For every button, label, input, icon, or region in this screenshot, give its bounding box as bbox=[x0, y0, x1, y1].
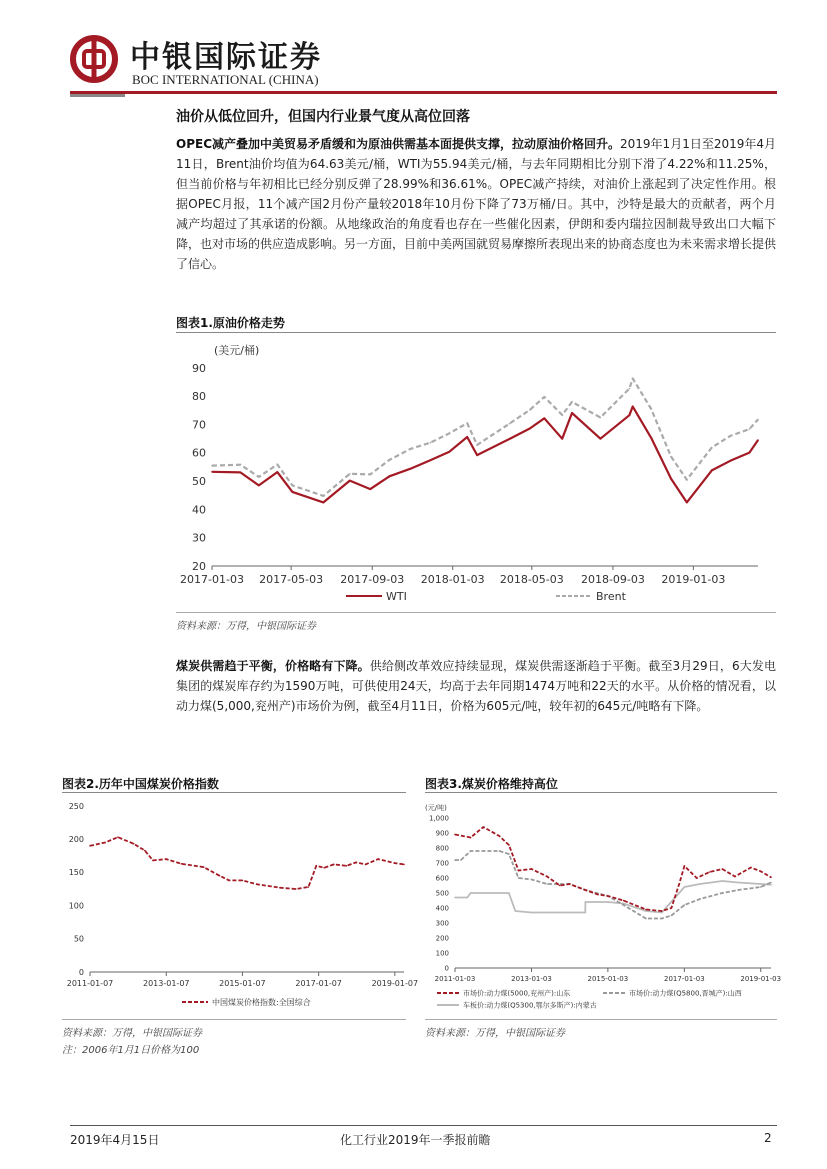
x-tick-label: 2011-01-07 bbox=[66, 979, 114, 988]
y-axis-label: (美元/桶) bbox=[214, 344, 260, 357]
data-point bbox=[454, 897, 456, 899]
data-point bbox=[295, 888, 297, 890]
brand-name-en: BOC INTERNATIONAL (CHINA) bbox=[132, 72, 319, 87]
data-point bbox=[561, 438, 563, 440]
data-point bbox=[770, 884, 772, 886]
data-point bbox=[470, 892, 472, 894]
y-tick-label: 60 bbox=[192, 446, 206, 460]
data-point bbox=[483, 826, 485, 828]
x-tick-label: 2019-01-07 bbox=[371, 979, 419, 988]
data-point bbox=[211, 465, 213, 467]
figure-1-bottom-rule bbox=[176, 612, 776, 613]
brand-name-cn: 中银国际证券 bbox=[130, 40, 322, 75]
data-point bbox=[389, 459, 391, 461]
y-tick-label: 200 bbox=[435, 934, 449, 943]
data-point bbox=[394, 862, 396, 864]
x-tick-label: 2017-01-07 bbox=[295, 979, 342, 988]
data-point bbox=[508, 853, 510, 855]
data-point bbox=[737, 882, 739, 884]
data-point bbox=[228, 880, 230, 882]
data-point bbox=[152, 860, 154, 862]
x-tick-label: 2019-01-03 bbox=[740, 975, 782, 983]
data-point bbox=[518, 870, 520, 872]
data-point bbox=[211, 471, 213, 473]
series-line-series bbox=[90, 837, 404, 889]
crude-oil-chart bbox=[176, 338, 776, 610]
data-point bbox=[544, 396, 546, 398]
x-tick-label: 2018-09-03 bbox=[580, 573, 645, 586]
data-point bbox=[645, 909, 647, 911]
data-point bbox=[546, 876, 548, 878]
data-point bbox=[632, 378, 634, 380]
data-point bbox=[623, 900, 625, 902]
data-point bbox=[734, 876, 736, 878]
coal-price-chart bbox=[425, 796, 782, 1018]
data-point bbox=[279, 887, 281, 889]
data-point bbox=[203, 866, 205, 868]
data-point bbox=[670, 478, 672, 480]
data-point bbox=[355, 862, 357, 864]
data-point bbox=[684, 886, 686, 888]
data-point bbox=[454, 859, 456, 861]
legend-label: Brent bbox=[596, 589, 626, 603]
data-point bbox=[277, 464, 279, 466]
legend-label: 市场价:动力煤(Q5800,晋城产):山西 bbox=[629, 989, 742, 998]
footer-rule bbox=[70, 1125, 777, 1126]
data-point bbox=[370, 474, 372, 476]
data-point bbox=[531, 912, 533, 914]
data-point bbox=[449, 451, 451, 453]
data-point bbox=[696, 877, 698, 879]
y-tick-label: 500 bbox=[435, 889, 449, 898]
data-point bbox=[144, 850, 146, 852]
y-tick-label: 70 bbox=[192, 418, 206, 432]
y-tick-label: 1,000 bbox=[428, 814, 449, 823]
x-tick-label: 2017-01-03 bbox=[180, 573, 244, 586]
data-point bbox=[323, 867, 325, 869]
data-point bbox=[509, 423, 511, 425]
data-point bbox=[531, 868, 533, 870]
data-point bbox=[323, 502, 325, 504]
data-point bbox=[316, 865, 318, 867]
data-point bbox=[349, 480, 351, 482]
paragraph-lead: OPEC减产叠加中美贸易矛盾缓和为原油供需基本面提供支撑，拉动原油价格回升。 bbox=[176, 137, 621, 151]
y-tick-label: 20 bbox=[192, 559, 206, 573]
data-point bbox=[410, 468, 412, 470]
data-point bbox=[749, 452, 751, 454]
header-rule bbox=[70, 91, 777, 94]
data-point bbox=[219, 875, 221, 877]
series-line-wti bbox=[212, 407, 758, 503]
data-point bbox=[749, 428, 751, 430]
figure-3-rule bbox=[425, 792, 777, 793]
data-point bbox=[544, 418, 546, 420]
data-point bbox=[569, 883, 571, 885]
section-heading: 油价从低位回升，但国内行业景气度从高位回落 bbox=[176, 109, 470, 125]
data-point bbox=[181, 863, 183, 865]
figure-1-source: 资料来源：万得，中银国际证券 bbox=[176, 621, 316, 632]
y-tick-label: 400 bbox=[435, 904, 449, 913]
data-point bbox=[571, 412, 573, 414]
data-point bbox=[104, 842, 106, 844]
data-point bbox=[760, 883, 762, 885]
y-tick-label: 30 bbox=[192, 531, 206, 545]
data-point bbox=[529, 409, 531, 411]
data-point bbox=[559, 885, 561, 887]
data-point bbox=[258, 485, 260, 487]
data-point bbox=[661, 912, 663, 914]
y-tick-label: 700 bbox=[435, 859, 449, 868]
data-point bbox=[678, 883, 680, 885]
data-point bbox=[258, 476, 260, 478]
y-tick-label: 100 bbox=[435, 949, 449, 958]
data-point bbox=[645, 918, 647, 920]
data-point bbox=[730, 435, 732, 437]
coal-index-chart bbox=[62, 796, 419, 1018]
figure-2-title: 图表2.历年中国煤炭价格指数 bbox=[62, 777, 219, 791]
data-point bbox=[607, 895, 609, 897]
data-point bbox=[515, 910, 517, 912]
y-tick-label: 600 bbox=[435, 874, 449, 883]
legend-label: 市场价:动力煤(5000,兖州产):山东 bbox=[463, 989, 571, 998]
figure-2-bottom-rule bbox=[62, 1019, 406, 1020]
data-point bbox=[508, 844, 510, 846]
x-tick-label: 2017-05-03 bbox=[259, 573, 324, 586]
data-point bbox=[476, 454, 478, 456]
y-axis-label: (元/吨) bbox=[425, 804, 447, 812]
y-tick-label: 250 bbox=[68, 801, 84, 811]
data-point bbox=[585, 912, 587, 914]
data-point bbox=[722, 892, 724, 894]
data-point bbox=[449, 433, 451, 435]
data-point bbox=[585, 889, 587, 891]
y-tick-label: 300 bbox=[435, 919, 449, 928]
data-point bbox=[466, 436, 468, 438]
data-point bbox=[508, 892, 510, 894]
y-tick-label: 40 bbox=[192, 503, 206, 517]
x-tick-label: 2018-01-03 bbox=[420, 573, 485, 586]
data-point bbox=[750, 867, 752, 869]
figure-2-note: 注：2006年1月1日价格为100 bbox=[62, 1045, 200, 1056]
figure-2-rule bbox=[62, 792, 406, 793]
data-point bbox=[607, 901, 609, 903]
y-tick-label: 50 bbox=[192, 474, 206, 488]
data-point bbox=[737, 889, 739, 891]
data-point bbox=[454, 834, 456, 836]
data-point bbox=[430, 442, 432, 444]
figure-1-title: 图表1.原油价格走势 bbox=[176, 316, 285, 330]
data-point bbox=[333, 864, 335, 866]
data-point bbox=[770, 882, 772, 884]
data-point bbox=[389, 476, 391, 478]
data-point bbox=[711, 470, 713, 472]
data-point bbox=[377, 858, 379, 860]
legend-label: WTI bbox=[386, 589, 407, 603]
legend-label: 车板价:动力煤(Q5300,鄂尔多斯产):内蒙古 bbox=[463, 1001, 597, 1010]
data-point bbox=[770, 877, 772, 879]
y-tick-label: 800 bbox=[435, 844, 449, 853]
paragraph-body: 2019年1月1日至2019年4月11日，Brent油价均值为64.63美元/桶，WTI为55.94美元/桶，与去年同期相比分别下滑了4.22%和11.25%，但当前价格与年初相比已经分别反弹了28.99%和36.61%。OPEC减产持续，对油价上涨起到了决定性作用。根据OPEC月报，11个减产国2月份产量较2018年10月份下降了73万桶/日。其中，沙特是最大的贡献者，两个月减产均超过了其承诺的份额。从地缘政治的角度看也存在一些催化因素，伊朗和委内瑞拉因制裁导致出口大幅下降，也对市场的供应造成影响。另一方面，目前中美两国就贸易摩擦所表现出来的协商态度也为未来需求增长提供了信心。 bbox=[176, 137, 777, 271]
x-tick-label: 2011-01-03 bbox=[434, 975, 476, 983]
data-point bbox=[460, 859, 462, 861]
data-point bbox=[661, 918, 663, 920]
y-tick-label: 90 bbox=[192, 361, 206, 375]
data-point bbox=[709, 871, 711, 873]
data-point bbox=[470, 850, 472, 852]
page-number: 2 bbox=[764, 1131, 772, 1145]
data-point bbox=[476, 444, 478, 446]
data-point bbox=[600, 417, 602, 419]
data-point bbox=[546, 912, 548, 914]
footer-date: 2019年4月15日 bbox=[70, 1133, 160, 1147]
x-tick-label: 2015-01-03 bbox=[587, 975, 629, 983]
figure-3-title: 图表3.煤炭价格维持高位 bbox=[425, 777, 558, 791]
data-point bbox=[430, 459, 432, 461]
data-point bbox=[403, 864, 405, 866]
paragraph-body: 供给侧改革效应持续显现，煤炭供需逐渐趋于平衡。截至3月29日，6大发电集团的煤炭库存约为1590万吨，可供使用24天，均高于去年同期1474万吨和22天的水平。从价格的情况看，以动力煤(5,000,兖州产)市场价为例，截至4月11日，价格为605元/吨，较年初的645元/吨略有下降。 bbox=[176, 659, 776, 713]
data-point bbox=[757, 419, 759, 421]
header-rule-accent bbox=[70, 94, 125, 97]
data-point bbox=[585, 901, 587, 903]
data-point bbox=[600, 438, 602, 440]
x-tick-label: 2015-01-07 bbox=[219, 979, 266, 988]
data-point bbox=[133, 843, 135, 845]
data-point bbox=[760, 871, 762, 873]
data-point bbox=[277, 471, 279, 473]
data-point bbox=[684, 865, 686, 867]
data-point bbox=[529, 428, 531, 430]
boc-logo bbox=[70, 35, 118, 83]
data-point bbox=[661, 910, 663, 912]
data-point bbox=[499, 835, 501, 837]
data-point bbox=[650, 437, 652, 439]
figure-3-source: 资料来源：万得，中银国际证券 bbox=[425, 1028, 565, 1039]
data-point bbox=[561, 414, 563, 416]
data-point bbox=[711, 447, 713, 449]
data-point bbox=[623, 904, 625, 906]
data-point bbox=[677, 894, 679, 896]
series-line-brent bbox=[212, 379, 758, 496]
data-point bbox=[629, 414, 631, 416]
data-point bbox=[699, 898, 701, 900]
data-point bbox=[684, 904, 686, 906]
data-point bbox=[730, 460, 732, 462]
data-point bbox=[546, 883, 548, 885]
data-point bbox=[349, 473, 351, 475]
data-point bbox=[629, 388, 631, 390]
data-point bbox=[467, 897, 469, 899]
legend-label: 中国煤炭价格指数:全国综合 bbox=[212, 997, 311, 1007]
paragraph-lead: 煤炭供需趋于平衡，价格略有下降。 bbox=[176, 659, 370, 673]
x-tick-label: 2019-01-03 bbox=[661, 573, 726, 586]
data-point bbox=[466, 422, 468, 424]
data-point bbox=[722, 880, 724, 882]
data-point bbox=[722, 868, 724, 870]
y-tick-label: 0 bbox=[444, 964, 449, 973]
data-point bbox=[597, 894, 599, 896]
data-point bbox=[760, 886, 762, 888]
paragraph-coal bbox=[176, 656, 776, 716]
figure-1-rule bbox=[176, 332, 776, 333]
data-point bbox=[410, 448, 412, 450]
data-point bbox=[509, 438, 511, 440]
y-tick-label: 100 bbox=[68, 901, 84, 911]
data-point bbox=[757, 439, 759, 441]
data-point bbox=[257, 884, 259, 886]
x-tick-label: 2017-09-03 bbox=[340, 573, 405, 586]
data-point bbox=[166, 858, 168, 860]
data-point bbox=[670, 456, 672, 458]
footer-title: 化工行业2019年一季报前瞻 bbox=[340, 1133, 491, 1147]
data-point bbox=[470, 837, 472, 839]
data-point bbox=[370, 488, 372, 490]
data-point bbox=[292, 485, 294, 487]
data-point bbox=[308, 886, 310, 888]
data-point bbox=[292, 491, 294, 493]
data-point bbox=[323, 495, 325, 497]
x-tick-label: 2018-05-03 bbox=[499, 573, 564, 586]
paragraph-oil bbox=[176, 134, 776, 274]
data-point bbox=[365, 864, 367, 866]
figure-2-source: 资料来源：万得，中银国际证券 bbox=[62, 1028, 202, 1039]
data-point bbox=[632, 406, 634, 408]
y-tick-label: 0 bbox=[78, 967, 84, 977]
y-tick-label: 200 bbox=[68, 835, 84, 844]
y-tick-label: 80 bbox=[192, 390, 206, 404]
x-tick-label: 2013-01-03 bbox=[511, 975, 552, 983]
y-tick-label: 150 bbox=[68, 868, 84, 878]
y-tick-label: 50 bbox=[73, 934, 84, 944]
data-point bbox=[650, 408, 652, 410]
data-point bbox=[346, 865, 348, 867]
x-tick-label: 2017-01-03 bbox=[664, 975, 705, 983]
data-point bbox=[89, 845, 91, 847]
data-point bbox=[671, 907, 673, 909]
data-point bbox=[240, 464, 242, 466]
data-point bbox=[240, 472, 242, 474]
data-point bbox=[242, 880, 244, 882]
data-point bbox=[499, 850, 501, 852]
data-point bbox=[686, 502, 688, 504]
series-line-series bbox=[455, 827, 771, 911]
figure-3-bottom-rule bbox=[425, 1019, 777, 1020]
data-point bbox=[531, 879, 533, 881]
y-tick-label: 900 bbox=[435, 829, 449, 838]
data-point bbox=[571, 401, 573, 403]
data-point bbox=[117, 836, 119, 838]
series-line-q bbox=[455, 851, 771, 919]
data-point bbox=[686, 479, 688, 481]
data-point bbox=[518, 877, 520, 879]
data-point bbox=[671, 915, 673, 917]
data-point bbox=[699, 883, 701, 885]
data-point bbox=[569, 912, 571, 914]
x-tick-label: 2013-01-07 bbox=[143, 979, 190, 988]
